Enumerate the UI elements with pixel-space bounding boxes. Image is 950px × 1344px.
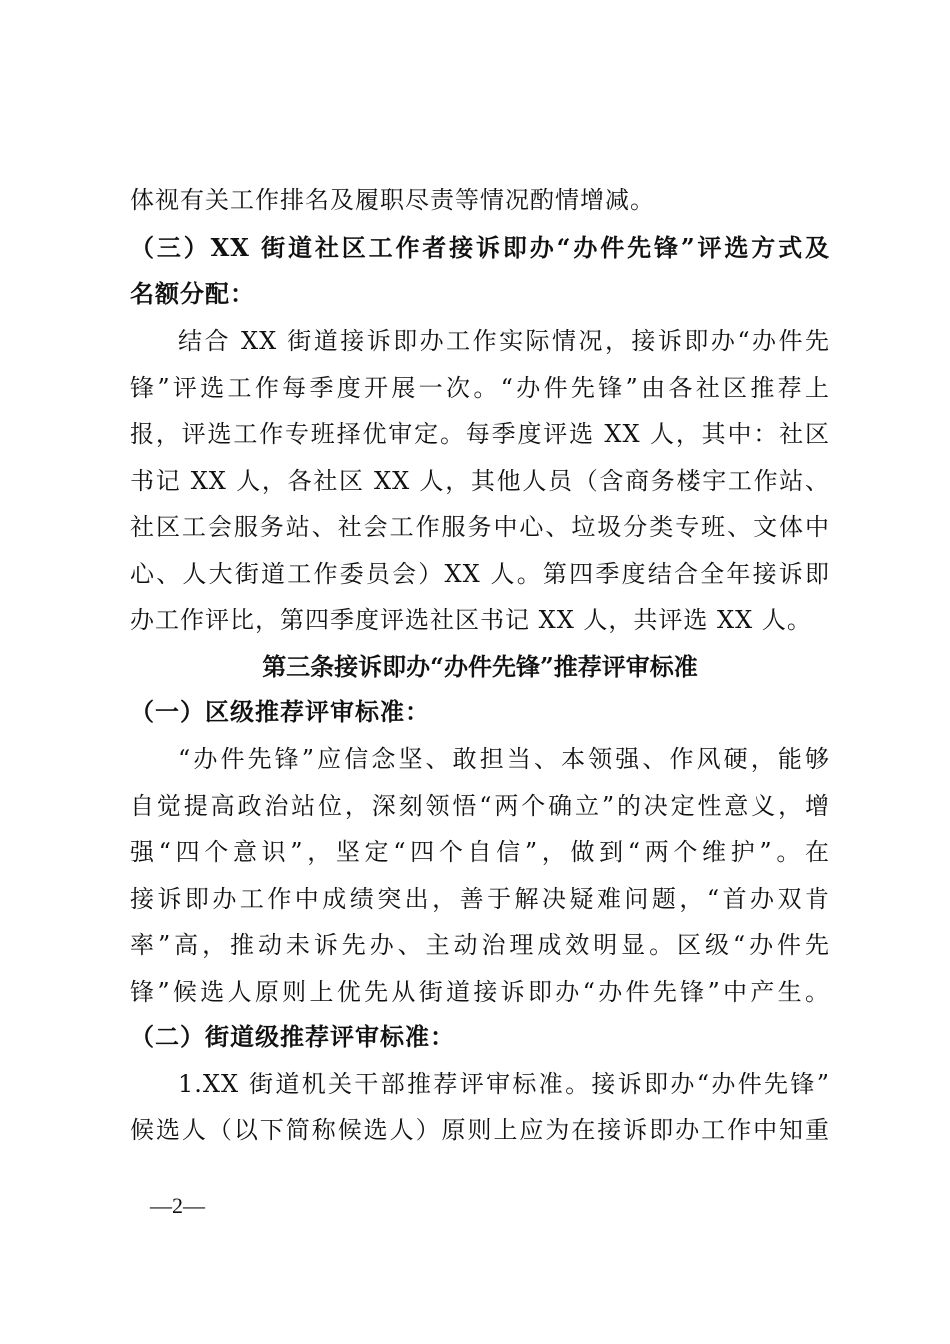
text-line-20: 1.XX 街道机关干部推荐评审标准。接诉即办“办件先锋” <box>178 1070 830 1098</box>
page-number: —2— <box>150 1193 205 1218</box>
subsection-heading-2: （二）街道级推荐评审标准： <box>130 1022 455 1051</box>
text-line-8: 社区工会服务站、社会工作服务中心、垃圾分类专班、文体中 <box>130 513 830 541</box>
text-line-6: 报，评选工作专班择优审定。每季度评选 XX 人，其中：社区 <box>130 420 830 448</box>
text-line-14: 自觉提高政治站位，深刻领悟“两个确立”的决定性意义，增 <box>130 792 830 820</box>
text-line-5: 锋”评选工作每季度开展一次。“办件先锋”由各社区推荐上 <box>130 374 830 402</box>
text-line-1: 体视有关工作排名及履职尽责等情况酌情增减。 <box>130 186 655 214</box>
text-line-16: 接诉即办工作中成绩突出，善于解决疑难问题，“首办双肯 <box>130 885 830 913</box>
text-line-15: 强“四个意识”，坚定“四个自信”，做到“两个维护”。在 <box>130 838 830 866</box>
text-line-10: 办工作评比，第四季度评选社区书记 XX 人，共评选 XX 人。 <box>130 606 812 634</box>
text-line-17: 率”高，推动未诉先办、主动治理成效明显。区级“办件先 <box>130 931 830 959</box>
text-line-18: 锋”候选人原则上优先从街道接诉即办“办件先锋”中产生。 <box>130 978 830 1006</box>
article-title: 第三条接诉即办“办件先锋”推荐评审标准 <box>262 652 698 681</box>
text-line-4: 结合 XX 街道接诉即办工作实际情况，接诉即办“办件先 <box>178 327 830 355</box>
subsection-heading-1: （一）区级推荐评审标准： <box>130 697 430 726</box>
text-line-13: “办件先锋”应信念坚、敢担当、本领强、作风硬，能够 <box>178 745 830 773</box>
text-line-9: 心、人大街道工作委员会）XX 人。第四季度结合全年接诉即 <box>130 560 830 588</box>
section-heading-3-cont: 名额分配： <box>130 279 255 308</box>
text-line-21: 候选人（以下简称候选人）原则上应为在接诉即办工作中知重 <box>130 1116 830 1144</box>
section-heading-3: （三）XX 街道社区工作者接诉即办“办件先锋”评选方式及 <box>130 233 830 262</box>
text-line-7: 书记 XX 人，各社区 XX 人，其他人员（含商务楼宇工作站、 <box>130 467 830 495</box>
